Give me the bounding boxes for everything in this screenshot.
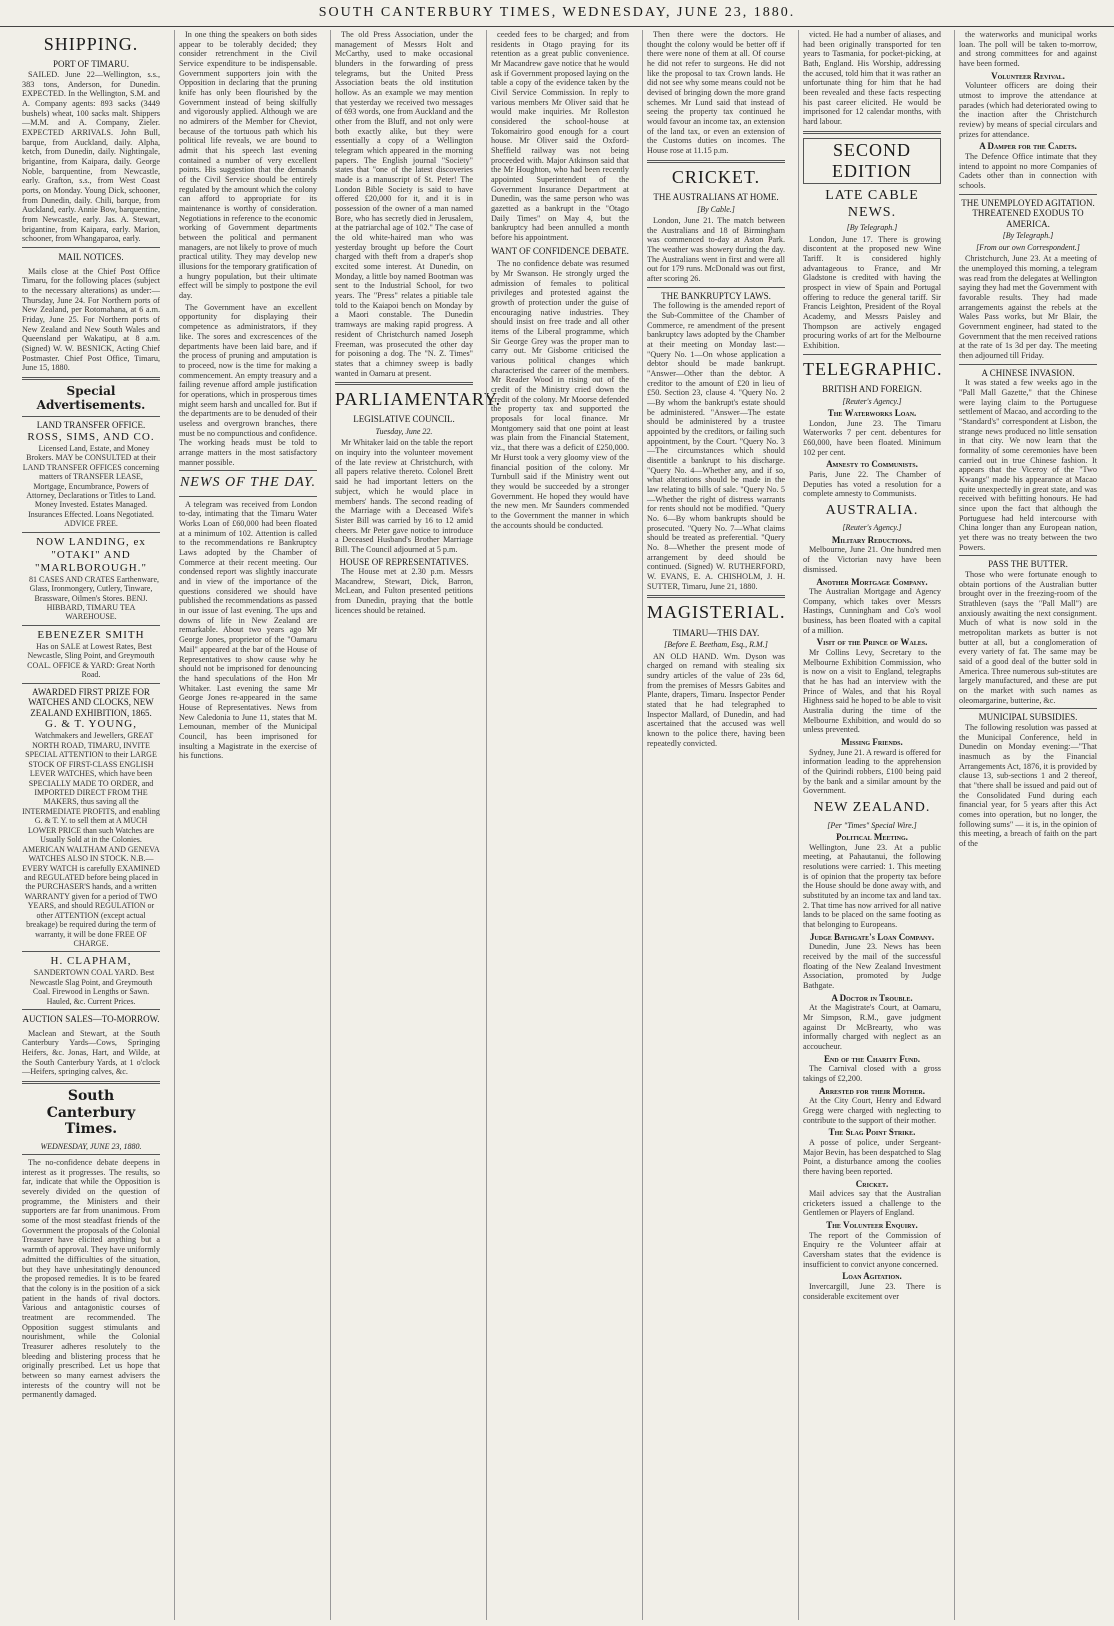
news-heading: NEWS OF THE DAY.	[179, 475, 317, 491]
late-cable-text: London, June 17. There is growing discontent at the proposed new Wine Tariff. It is considered highly advantageous to France, and Mr Gladstone is credited with having the prospect in view of Spain and Portugal offering to reduce the general tariff. Sir Francis Leighton, President of the Royal Academy, and Messrs Paisley and Thompson are actively engaged procuring works of art for the Melbourne Exhibition.	[803, 234, 941, 351]
divider	[22, 247, 160, 248]
divider	[179, 470, 317, 471]
loan-heading: Loan Agitation.	[842, 1271, 902, 1282]
late-cable-heading: LATE CABLE NEWS.	[825, 188, 919, 220]
divider	[335, 382, 473, 385]
prince-heading: Visit of the Prince of Wales.	[816, 637, 928, 648]
mortgage-text: The Australian Mortgage and Agency Company, which takes over Messrs Hastings, Cunningham and Co's wool business, has been floated with a capital of a million.	[803, 587, 941, 635]
cricket2-text: Mail advices say that the Australian cricketers issued a challenge to the Gentlemen or Players of England.	[803, 1189, 941, 1218]
arrested-text: At the City Court, Henry and Edward Gregg were charged with neglecting to contribute to the support of their mother.	[803, 1096, 941, 1125]
bathgate-text: Dunedin, June 23. News has been received by the mail of the successful floating of the New Zealand Investment Association, promoted by Judge Bathgate.	[803, 942, 941, 990]
land-transfer-title: LAND TRANSFER OFFICE.	[36, 420, 146, 431]
young-ad	[22, 687, 160, 949]
divider	[22, 1081, 160, 1084]
news-text: A telegram was received from London to-day, intimating that the Timaru Water Works Loan of £60,000 had been floated at a minimum of 102. Attention is called to the recommendations re Bankruptcy Laws adopted by the Chamber of Commerce at their recent meeting. Our condensed report was slightly inaccurate and in view of the importance of the questions considered we should have published the recommendations as passed in our issue of last evening. The ups and downs of life in New Zealand are remarkable. About two years ago Mr George Jones, proprietor of the "Oamaru Mail" appeared at the bar of the House of Representatives to show cause why he should not be imprisoned for denouncing the hand speculations of the Hon Mr Whitaker. Last evening the same Mr George Jones re-appeared in the same House of Representatives. News from New Caledonia to June 11, states that M. Lemounan, member of the Municipal Council, has been imprisoned for insulting a Magistrate in the exercise of his functions.	[179, 499, 317, 761]
editorial-text: The no-confidence debate deepens in interest as it progresses. The results, so far, indicate that while the Opposition is severely divided on the question of programme, the Ministers and their supporters are far from unanimous. From some of the most steadfast friends of the Government the proposals of the Colonial Treasurer have elicited anything but a warmth of approval. They have uniformly admitted the difficulties of the situation, but they have unhesitatingly denounced the proposed remedies. It is to be feared that the colony is in the position of a sick patient in the hands of rival doctors. Various and antagonistic courses of treatment are recommended. The Opposition suggest stimulants and nourishment, while the Colonial Treasurer adheres resolutely to the bleeding and blistering process that he originally prescribed. Let us hope that between so many earnest advisers the interests of the country will not be permanently damaged.	[22, 1158, 160, 1400]
article-text: The Government have an excellent opportunity for displaying their competence as administrators, if they like. The sores and excrescences of the departments have been laid bare, and if the process of pruning and amputation is to proceed, now is the time for making a commencement. An empty treasury and a failing revenue afford ample justification for operations, which in prosperous times might seem harsh and uncalled for. But if the departments are to be denuded of their useless and overgrown branches, there must be no compunctious and confidence. The working heads must be told to arrange matters in the most satisfactory manner possible.	[179, 302, 317, 467]
paper-title: South Canterbury Times.	[46, 1088, 136, 1138]
telegraphic-heading: TELEGRAPHIC.	[803, 358, 943, 379]
masthead: SOUTH CANTERBURY TIMES, WEDNESDAY, JUNE 23, 1880.	[0, 0, 1114, 27]
clapham-title: H. CLAPHAM,	[50, 955, 132, 968]
awarded-title: AWARDED FIRST PRIZE FOR WATCHES AND CLOCKS, NEW ZEALAND EXHIBITION, 1865.	[28, 686, 154, 718]
landing-title: NOW LANDING, ex "OTAKI" AND "MARLBOROUGH."	[35, 535, 147, 574]
cricket-text: London, June 21. The match between the Australians and 18 of Birmingham was commenced to-day at Aston Park. The weather was showery during the day. The Australians went in first and were all out for 179 runs. McDonald was out first, after scoring 26.	[647, 216, 785, 284]
column-2	[174, 30, 321, 1620]
article-text: The old Press Association, under the management of Messrs Holt and McCarthy, used to make occasional blunders in the forwarding of press telegrams, but the United Press Association beats the old institution hollow. As an example we may mention that yesterday we received two messages of 693 words, one from Auckland and the other from the Bluff, and not only were both exactly alike, but they were essentially a copy of a Wellington telegram which appeared in the morning papers. The English journal "Society" states that "one of the latest discoveries made is a manuscript of St. Peter! The London Bible Society is said to have offered £20,000 for it, and it is in possession of the owner of a man named Bore, who has secretly died in Jerusalem, at the patriarchal age of 102." The case of the old white-haired man who was yesterday brought up before the Court charged with theft from a draper's shop excited some interest. At Dunedin, on Monday, a little boy named Bootman was sent to the Industrial School, for two years. The "Press" relates a pitiable tale told to the Kaiapoi bench on Monday by a Maori constable. The Dunedin tramways are making rapid progress. A resident of Christchurch named Joseph Freeman, was prosecuted the other day for poisoning a dog. The "N. Z. Times" states that a chimney sweep is badly wanted in Oamaru at present.	[335, 30, 473, 378]
military-text: Melbourne, June 21. One hundred men of the Victorian navy have been dismissed.	[803, 545, 941, 574]
political-heading: Political Meeting.	[836, 832, 908, 843]
special-ads-heading: Special Advertisements.	[36, 383, 146, 413]
municipal-text: The following resolution was passed at the Municipal Conference, held in Dunedin on Monday evening:—"That inasmuch as by the Financial Arrangements Act, 1876, it is provided by clause 13, sub-sections 1 and 2 thereof, that "there shall be issued and paid out of the Consolidated Fund during each financial year, for 5 years after this Act comes into operation, but no longer, the following sums" — it is, in the opinion of this meeting, a breach of faith on the part of the	[959, 723, 1097, 849]
ebenezer-ad	[22, 629, 160, 680]
australia-heading: AUSTRALIA.	[825, 502, 919, 518]
magisterial-heading: MAGISTERIAL.	[647, 602, 786, 623]
divider	[22, 416, 160, 417]
butter-text: Those who were fortunate enough to obtain portions of the Australian butter brought over in the freezing-room of the Strathleven (says the "Pall Mall") are anxiously awaiting the next consignment. Much of what is now sold in the metropolitan markets as butter is not butter at all, but a conglomeration of every variety of fat. The same may be said of a good deal of the butter sold in America. Three numerous sub-stitutes are largely manufactured, and these are put on the market with such names as oleomargarine, butterine, &c.	[959, 570, 1097, 705]
missing-text: Sydney, June 21. A reward is offered for information leading to the apprehension of the Quirindi robbers, £100 being paid by the bank and a similar amount by the Government.	[803, 747, 941, 796]
second-edition-heading: SECOND EDITION	[803, 138, 941, 184]
landing-ad	[22, 536, 160, 622]
damper-text: The Defence Office intimate that they intend to appoint no more Companies of Cadets other than in connection with schools.	[959, 151, 1097, 190]
divider	[647, 287, 785, 288]
column-5	[642, 30, 789, 1620]
chinese-heading: A CHINESE INVASION.	[981, 367, 1075, 378]
divider	[959, 555, 1097, 556]
divider	[22, 1154, 160, 1155]
clapham-text: SANDERTOWN COAL YARD. Best Newcastle Slag Point, and Greymouth Coal. Firewood in Lengths or Sawn. Hauled, &c. Current Prices.	[29, 968, 155, 1006]
house-heading: HOUSE OF REPRESENTATIVES.	[339, 556, 469, 567]
prince-text: Mr Collins Levy, Secretary to the Melbourne Exhibition Commission, who is now on a visit to England, telegraphs that he has had an interview with the Prince of Wales, and that his Royal Highness said he hoped to be able to visit Australia during the time of the Melbourne Exhibition, and would do so unless prevented.	[803, 648, 941, 735]
arrested-heading: Arrested for their Mother.	[818, 1085, 925, 1096]
auction-text: Maclean and Stewart, at the South Canterbury Yards—Cows, Springing Heifers, &c. Jonas, Hart, and Wilde, at the South Canterbury Yards, at 1 o'clock—Heifers, springing calves, &c.	[22, 1028, 160, 1077]
young-text: Watchmakers and Jewellers, GREAT NORTH ROAD, TIMARU, INVITE SPECIAL ATTENTION to their LARGE STOCK OF FIRST-CLASS ENGLISH LEVER WATCHES, which have been SPECIALLY MADE TO ORDER, and IMPORTED DIRECT FROM THE MAKERS, thus saving all the INTERMEDIATE PROFITS, and enabling G. & T. Y. to sell them at A MUCH LOWER PRICE than such Watches are Usually Sold at in the Colonies. AMERICAN WALTHAM AND GENEVA WATCHES ALSO IN STOCK. N.B.—EVERY WATCH is carefully EXAMINED and REGULATED before being placed in the PURCHASER'S hands, and a written WARRANTY given for a period of TWO YEARS, and should REGULATION or other ATTENTION (except actual breakage) be required during the term of warranty, it will be done FREE OF CHARGE.	[22, 731, 160, 948]
divider	[22, 532, 160, 533]
article-text: ceeded fees to be charged; and from residents in Otago praying for its retention as a great public convenience. Mr Macandrew gave notice that he would ask if Government proposed laying on the table a copy of the evidence taken by the Civil Service Commission. In reply to various members Mr Oliver said that he would make inquiries. Mr Rolleston considered the school-house at Tokomairiro good enough for a court house. Mr Oliver said the Oxford-Sheffield railway was not being proceeded with. Major Atkinson said that the Mr Houghton, who had been recently appointed Superintendent of the Government Insurance Department at Dunedin, was the same person who was gazetted as a bankrupt in the "Otago Daily Times" on May 4, but the bankruptcy had been annulled a month before his appointment.	[491, 30, 629, 243]
revival-heading: Volunteer Revival.	[991, 70, 1065, 81]
magisterial-subheading: TIMARU—THIS DAY.	[672, 627, 760, 638]
column-1	[18, 30, 164, 1620]
divider	[22, 683, 160, 684]
bankruptcy-heading: THE BANKRUPTCY LAWS.	[661, 290, 771, 301]
divider	[22, 625, 160, 626]
waterworks-text: London, June 23. The Timaru Waterworks 7 per cent. debentures for £60,000, have been floated. Minimum 102 per cent.	[803, 418, 941, 457]
ebenezer-title: EBENEZER SMITH	[37, 628, 145, 641]
paper-date: WEDNESDAY, JUNE 23, 1880.	[40, 1141, 142, 1151]
slag-heading: The Slag Point Strike.	[828, 1127, 916, 1138]
mortgage-heading: Another Mortgage Company.	[816, 576, 928, 587]
loan-text: Invercargill, June 23. There is considerable excitement over	[803, 1282, 941, 1301]
debate-text: The no confidence debate was resumed by Mr Swanson. He strongly urged the admission of females to political privileges and protested against the growth of protection under the guise of encouraging native industries. They should insist on free trade and all other items of the Liberal programme, which Sir George Grey was the proper man to carry out. Mr Gisborne criticised the various political changes which characterised the career of the members. Mr Reader Wood in rising out of the credit of the Ministry cried down the credit of the colony. Mr Moorse defended the property tax and supported the proposals for local finance. Mr Montgomery said that one point at least was plain from the Financial Statement, viz., that there was a deficit of £250,000. Mr Hurst took a very gloomy view of the financial position of the colony. Mr Turnbull said if the Ministry went out they would be succeeded by a stronger Government. He hoped they would have the new men. Mr Saunders commended to the Government the manner in which the accounts should be conducted.	[491, 259, 629, 530]
chinese-text: It was stated a few weeks ago in the "Pall Mall Gazette," that the Chinese were laying claim to the Portuguese settlement of Macao, and according to the "Standard's" correspondent at Lisbon, the strange news produced no little sensation in that city. We now learn that the formality of some ceremonies have been carried out in true Chinese fashion. It appears that the Viceroy of the "Two Kwangs" made his appearance at Macao quite unexpectedly in great state, and was received with befitting honours. He had since upon the fact that although the Portuguese had held intercourse with China longer than any European nation, yet there was no treaty between the two Powers.	[959, 378, 1097, 552]
political-text: Wellington, June 23. At a public meeting, at Pahautanui, the following resolutions were carried: 1. This meeting is of opinion that the property tax before the House should be done away with, and substituted by an income tax and land tax. 2. That time has now arrived for all native lands to be placed on the same footing as that belonging to Europeans.	[803, 842, 941, 930]
revival-text: Volunteer officers are doing their utmost to improve the attendance at parades (which had deteriorated owing to the inaction after the Christchurch review) by means of special circulars and prizes for attendance.	[959, 81, 1097, 139]
slag-text: A posse of police, under Sergeant-Major Bevin, has been despatched to Slag Point, a disturbance among the coolies there having been reported.	[803, 1137, 941, 1176]
landing-text: 81 CASES AND CRATES Earthenware, Glass, Ironmongery, Cutlery, Tinware, Brassware, Oilmen's Stores. BENJ. HIBBARD, TIMARU TEA WAREHOUSE.	[29, 574, 159, 622]
divider	[959, 708, 1097, 709]
doctor-text: At the Magistrate's Court, at Oamaru, Mr Simpson, R.M., gave judgment against Dr McBrearty, who was informally charged with neglect as an accoucheur.	[803, 1003, 941, 1051]
unemployed-heading: THE UNEMPLOYED AGITATION.	[961, 197, 1095, 208]
reuter-agency: [Reuter's Agency.]	[842, 396, 902, 406]
column-3	[330, 30, 502, 1620]
mail-text: Mails close at the Chief Post Office Timaru, for the following places (subject to the necessary alterations) as under:— Thursday, June 24. For Northern ports of New Zealand, per Rotomahana, at 6 a.m. Friday, June 25. For Northern ports of New Zealand and New South Wales and Queensland per Wakatipu, at 8 a.m. (Signed) W. W. BESNICK, Acting Chief Postmaster. Chief Post Office, Timaru, June 15, 1880.	[22, 266, 160, 373]
shipping-heading: SHIPPING.	[43, 34, 139, 54]
divider	[959, 364, 1097, 365]
land-transfer-ad	[22, 420, 160, 529]
missing-heading: Missing Friends.	[841, 737, 903, 748]
clapham-ad	[22, 955, 160, 1006]
young-title: G. & T. YOUNG,	[44, 718, 137, 731]
divider	[22, 951, 160, 952]
doctor-heading: A Doctor in Trouble.	[831, 992, 913, 1003]
unemployed-text: Christchurch, June 23. At a meeting of the unemployed this morning, a telegram was read from the delegates at Wellington saying they had met the Government with favorable results. They had made arrangements against the rebels at the Wales Pass works, but Mr Blair, the Government engineer, had stated to the Government that the men received rations at the rate of 1s 3d per day. The meeting then adjourned till Friday.	[959, 254, 1097, 361]
council-text: Mr Whitaker laid on the table the report on inquiry into the volunteer movement of the late review at Christchurch, with all papers relative thereto. Colonel Brett said he had important letters on the subject, which he would place in members' hands. The second reading of the Marriage with a Deceased Wife's Sister Bill was carried by 16 to 12 amid cheers. Mr Peter gave notice to introduce a Deceased Husband's Brother Marriage Bill. The Council adjourned at 5 p.m.	[335, 438, 473, 554]
want-confidence-heading: WANT OF CONFIDENCE DEBATE.	[491, 245, 629, 256]
by-telegraph: [By Telegraph.]	[1002, 231, 1054, 241]
cricket-heading: CRICKET.	[671, 166, 761, 187]
divider	[22, 377, 160, 380]
by-telegraph: [By Telegraph.]	[846, 223, 898, 233]
column-4	[486, 30, 633, 1620]
own-correspondent: [From our own Correspondent.]	[976, 242, 1080, 252]
municipal-heading: MUNICIPAL SUBSIDIES.	[978, 712, 1078, 723]
article-text: the waterworks and municipal works loan. The poll will be taken to-morrow, and strong committees for and against have been formed.	[959, 30, 1097, 69]
house-text: The House met at 2.30 p.m. Messrs Macandrew, Stewart, Dick, Barron, McLean, and Fulton presented petitions from Dunedin, praying that the bottle licences should be retained.	[335, 567, 473, 615]
fund-heading: End of the Charity Fund.	[824, 1053, 920, 1064]
nz-heading: NEW ZEALAND.	[813, 800, 931, 816]
divider	[647, 160, 785, 163]
article-text: victed. He had a number of aliases, and had been originally transported for ten years to Tasmania, for pocket-picking, at Bath, England. His Worship, addressing the accused, told him that it was rather an unfortunate thing for him that he had been revealed and these facts respecting his past career elicited. He would be imprisoned for 12 calendar months, with hard labour.	[803, 30, 941, 127]
mail-heading: MAIL NOTICES.	[58, 251, 124, 262]
divider	[959, 194, 1097, 195]
british-foreign-heading: BRITISH AND FOREIGN.	[822, 383, 922, 394]
divider	[179, 496, 317, 497]
columns	[18, 30, 1102, 1620]
nz-subheading: [Per "Times" Special Wire.]	[827, 820, 917, 830]
damper-heading: A Damper for the Cadets.	[979, 141, 1077, 152]
arrivals-text: SAILED. June 22—Wellington, s.s., 383 tons, Anderson, for Dunedin. EXPECTED. In the Wellington, S.M. and A. Company agents: 893 sacks (3449 bushels) wheat, 100 sacks malt. Shippers—M.M. and A. Company, Zieler. EXPECTED ARRIVALS. John Bull, barque, from Auckland, daily. Alpha, ketch, from Dunedin, daily. Nightingale, brigantine, from Kaipara, daily. George Noble, barquentine, from Newcastle, early. Grafton, s.s., from West Coast ports, on Monday. Young Dick, schooner, from Dunedin, daily. Chili, barque, from Auckland, early. Annie Bow, barquentine, from Newcastle, early. Jas. A. Stewart, brigantine, from Kaipara, early. Marion, schooner, from Whangaparoa, early.	[22, 69, 160, 244]
cricket2-heading: Cricket.	[855, 1178, 889, 1189]
cricket-subheading: THE AUSTRALIANS AT HOME.	[653, 191, 779, 202]
auction-heading: AUCTION SALES—TO-MORROW.	[22, 1014, 160, 1025]
reuter-agency-2: [Reuter's Agency.]	[842, 523, 902, 533]
divider	[22, 1009, 160, 1010]
amnesty-text: Paris, June 22. The Chamber of Deputies has voted a resolution for a complete amnesty to Communists.	[803, 469, 941, 499]
ebenezer-text: Has on SALE at Lowest Rates, Best Newcastle, Sling Point, and Greymouth COAL. OFFICE & YARD: Great North Road.	[27, 641, 155, 680]
council-heading: LEGISLATIVE COUNCIL.	[353, 414, 455, 425]
ross-text: Licensed Land, Estate, and Money Brokers. MAY be CONSULTED at their LAND TRANSFER OFFICES concerning matters of TRANSFER LEASE, Mortgage, Encumbrance, Powers of Attorney, Declarations or Titles to Land. Money Invested. Estates Managed. Insurances Effected. Loans Negotiated. ADVICE FREE.	[22, 443, 160, 529]
divider	[803, 131, 941, 134]
waterworks-heading: The Waterworks Loan.	[827, 408, 917, 418]
port-heading: PORT OF TIMARU.	[53, 59, 129, 70]
butter-heading: PASS THE BUTTER.	[988, 559, 1068, 570]
divider	[647, 595, 785, 598]
volunteer-heading: The Volunteer Enquiry.	[826, 1220, 918, 1231]
amnesty-heading: Amnesty to Communists.	[826, 459, 918, 470]
article-text: Then there were the doctors. He thought the colony would be better off if there were none of them at all. Of course he did not refer to surgeons. He did not like the proposal to tax Crown lands. He did not see why some means could not be devised of bringing down the more grand schemes. Mr Lund said that instead of seeing the property tax continued he would favour an income tax, an extension of the land tax, or even an extension of the Customs duties on incomes. The House rose at 11.15 p.m.	[647, 30, 785, 156]
fund-text: The Carnival closed with a gross takings of £2,200.	[803, 1064, 941, 1083]
bankruptcy-text: The following is the amended report of the Sub-Committee of the Chamber of Commerce, re amendment of the present bankruptcy laws adopted by the Chamber at their meeting on Monday last:— "Query No. 1—On whose application a debtor should be made bankrupt. "Answer—Other than the debtor. A creditor to the amount of £20 in lieu of £50. Section 23, clause 4. "Query No. 2—By whom the bankrupt's estate should be administered. "Answer—The estate should be administered by a trustee appointed by the creditors, or failing such appointment, by the Court. "Query No. 3—The circumstances which should disentitle a bankrupt to his discharge. "Query No. 4—Whether any, and if so, what alterations should be made in the law relating to bills of sale. "Query No. 5—Whether the right of distress warrants for rents should not be modified. "Query No. 6—By whom bankrupts should be prosecuted. "Query No. 7—What claims should be treated as preferential. "Query No. 8—Whether the present mode of arrangement by deed should be continued. (Signed) W. RUTHERFORD, W. EVANS, E. A. CHISHOLM, J. H. SUTTER, Timaru, June 21, 1880.	[647, 301, 785, 591]
military-heading: Military Reductions.	[831, 534, 913, 545]
magisterial-before: [Before E. Beetham, Esq., R.M.]	[664, 640, 768, 650]
article-text: In one thing the speakers on both sides appear to be tolerably decided; they consider retrenchment in the Civil Service expenditure to be indispensable. Government supporters join with the Opposition in declaring that the pruning knife has only been flourished by the Government instead of being skilfully and vigorously applied. Although we are no admirers of the Member for Cheviot, because of the tortuous path which his political life reveals, we are bound to admit that his speech last evening contained a number of very excellent points. His suggestion that the demands of the Civil Service should be entirely regulated by the amount which the colony can afford to appropriate for its maintenance is worthy of consideration. Negotiations in reference to the economic working of Government departments between the political and permanent managers, are not likely to prove of much practical utility. They may develop new illusions for the temporary gratification of a hungry population, but their ultimate effect will be simply to postpone the evil day.	[179, 30, 318, 301]
divider	[803, 354, 941, 355]
ross-sims-title: ROSS, SIMS, AND CO.	[27, 430, 155, 443]
bathgate-heading: Judge Bathgate's Loan Company.	[809, 931, 935, 942]
by-cable: [By Cable.]	[697, 204, 735, 214]
magisterial-text: AN OLD HAND. Wm. Dyson was charged on remand with stealing six sundry articles of the value of 23s 6d, from the premises of Messrs Gabites and Plante, drapers, Timaru. Inspector Pender stated that he had telegraphed to Inspector Mallard, of Dunedin, and had ascertained that the accused was well known to the police there, having been repeatedly convicted.	[647, 651, 785, 748]
council-date: Tuesday, June 22.	[375, 427, 433, 437]
exodus-heading: THREATENED EXODUS TO AMERICA.	[972, 208, 1084, 229]
volunteer-text: The report of the Commission of Enquiry re the Volunteer affair at Caversham states that the evidence is insufficient to convict anyone concerned.	[803, 1230, 941, 1269]
column-7	[954, 30, 1101, 1620]
column-6	[798, 30, 945, 1620]
parliamentary-heading: PARLIAMENTARY.	[335, 389, 502, 410]
